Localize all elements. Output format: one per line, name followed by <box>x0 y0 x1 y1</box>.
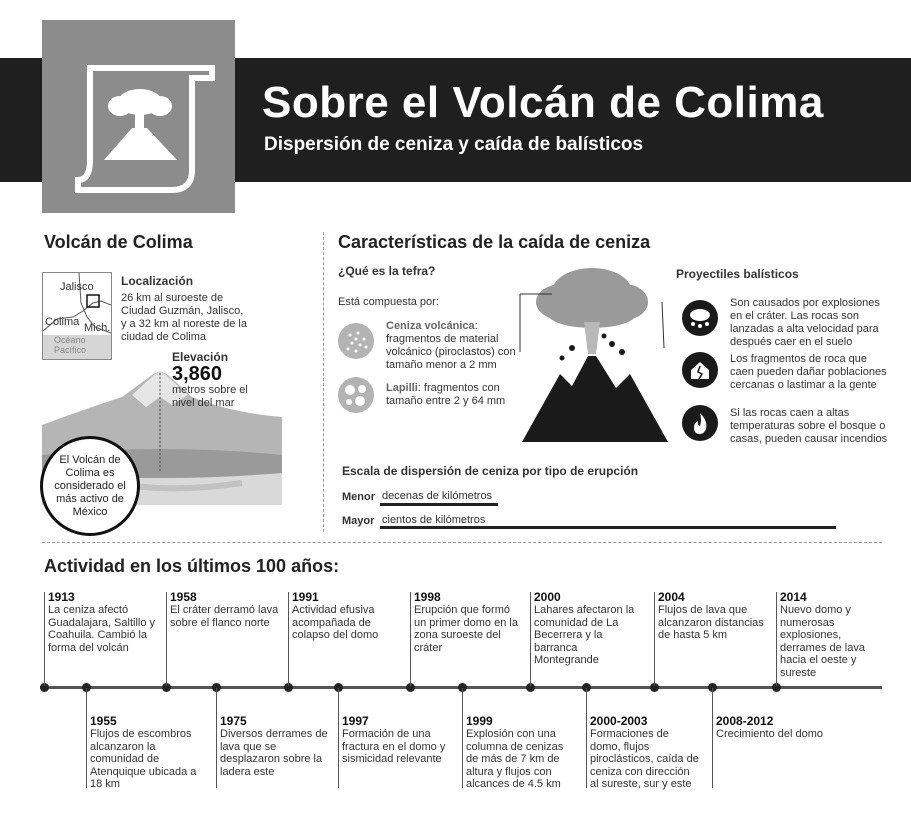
location-text: 26 km al suroeste de Ciudad Guzmán, Jalisco, y a 32 km al noreste de la ciudad de Colima <box>121 292 247 343</box>
timeline-year: 2004 <box>658 590 685 604</box>
timeline-description: Explosión con una columna de cenizas de más de 7 km de altura y flujos con alcances de 4.5 km <box>466 728 564 790</box>
timeline-description: Flujos de lava que alcanzaron distancias de hasta 5 km <box>658 604 764 641</box>
page-title: Sobre el Volcán de Colima <box>262 78 824 127</box>
ballistics-title: Proyectiles balísticos <box>676 267 799 281</box>
tefra-question: ¿Qué es la tefra? <box>338 264 436 278</box>
tefra-lapilli-desc: : fragmentos con tamaño entre 2 y 64 mm <box>386 382 506 407</box>
timeline-description: La ceniza afectó Guadalajara, Saltillo y Coahuila. Cambió la forma del volcán <box>48 604 156 654</box>
scale-text-major: cientos de kilómetros <box>382 514 486 526</box>
timeline-connector <box>288 592 289 686</box>
scale-text-minor: decenas de kilómetros <box>382 490 493 502</box>
timeline-connector <box>462 688 463 788</box>
timeline-title: Actividad en los últimos 100 años: <box>44 556 340 576</box>
timeline-year: 2000-2003 <box>590 714 648 728</box>
location-label: Localización <box>121 274 194 288</box>
tefra-intro: Está compuesta por: <box>338 296 439 308</box>
timeline-year: 1999 <box>466 714 493 728</box>
page-subtitle: Dispersión de ceniza y caída de balísticos <box>264 134 644 155</box>
map-label-mich: Mich. <box>84 322 111 334</box>
logo <box>42 20 235 213</box>
badge-text: El Volcán de Colima es considerado el más activo de México <box>54 453 126 518</box>
timeline-year: 1958 <box>170 590 197 604</box>
timeline-description: Formación de una fractura en el domo y sismicidad relevante <box>342 728 446 765</box>
timeline-description: Erupción que formó un primer domo en la zona suroeste del cráter <box>414 604 518 654</box>
timeline-year: 1955 <box>90 714 117 728</box>
timeline-divider <box>42 542 882 543</box>
eruption-illustration <box>512 262 672 447</box>
tefra-ash-desc: : fragmentos de material volcánico (piroclastos) con tamaño menor a 2 mm <box>386 320 516 371</box>
elevation-label: Elevación <box>172 350 229 364</box>
section-title-volcano: Volcán de Colima <box>44 232 193 252</box>
timeline-description: Crecimiento del domo <box>716 728 823 740</box>
timeline-description: Diversos derrames de lava que se desplazaron sobre la ladera este <box>220 728 328 778</box>
map-label-colima: Colima <box>45 316 80 328</box>
scale-title: Escala de dispersión de ceniza por tipo de erupción <box>342 464 639 478</box>
timeline-year: 1975 <box>220 714 247 728</box>
tefra-lapilli-name: Lapilli <box>386 382 418 394</box>
timeline-connector <box>712 688 713 788</box>
timeline-description: Nuevo domo y numerosas explosiones, derrames de lava hacia el oeste y sureste <box>780 604 865 679</box>
timeline-connector <box>410 592 411 686</box>
timeline-description: Actividad efusiva acompañada de colapso del domo <box>292 604 379 641</box>
scroll-volcano-icon <box>42 20 235 213</box>
timeline-description: Flujos de escombros alcanzaron la comunidad de Atenquique ubicada a 18 km <box>90 728 197 790</box>
elevation-unit: metros sobre el nivel del mar <box>172 384 248 409</box>
tefra-lapilli-text <box>386 382 516 408</box>
timeline-year: 1913 <box>48 590 75 604</box>
section-divider <box>323 232 324 532</box>
most-active-badge <box>40 436 140 536</box>
tefra-ash-name: Ceniza volcánica <box>386 320 475 332</box>
timeline-connector <box>654 592 655 686</box>
timeline-year: 2008-2012 <box>716 714 774 728</box>
explosion-icon <box>682 300 718 336</box>
section-title-ash: Características de la caída de ceniza <box>338 232 651 252</box>
ballistics-text-3: Si las rocas caen a altas temperaturas sobre el bosque o casas, pueden causar incendios <box>730 407 888 445</box>
fire-icon <box>682 405 718 441</box>
timeline-year: 1991 <box>292 590 319 604</box>
scale-bar-major <box>380 526 836 529</box>
timeline-connector <box>776 592 777 686</box>
scale-bar-minor <box>380 503 498 506</box>
timeline-year: 1998 <box>414 590 441 604</box>
timeline-connector <box>338 688 339 788</box>
timeline-description: El cráter derramó lava sobre el flanco norte <box>170 604 279 629</box>
tefra-ash-text <box>386 320 516 372</box>
scale-label-major: Mayor <box>342 515 375 527</box>
timeline-connector <box>166 592 167 686</box>
timeline-year: 2014 <box>780 590 807 604</box>
elevation-value: 3,860 <box>172 363 223 385</box>
timeline-connector <box>530 592 531 686</box>
timeline-connector <box>44 592 45 686</box>
ash-icon <box>338 323 374 359</box>
timeline-connector <box>586 688 587 788</box>
ballistics-text-1: Son causados por explosiones en el cráter. Las rocas son lanzadas a alta velocidad para después caer en el suelo <box>730 297 880 348</box>
timeline-description: Formaciones de domo, flujos piroclásticos, caída de ceniza con dirección al sureste, sur y este <box>590 728 699 790</box>
timeline-description: Lahares afectaron la comunidad de La Becerrera y la barranca Montegrande <box>534 604 635 666</box>
ballistics-text-2: Los fragmentos de roca que caen pueden dañar poblaciones cercanas o lastimar a la gente <box>730 353 887 391</box>
timeline-connector <box>216 688 217 788</box>
timeline-year: 1997 <box>342 714 369 728</box>
map-label-jalisco: Jalisco <box>60 281 94 293</box>
house-damage-icon <box>682 352 718 388</box>
lapilli-icon <box>338 377 374 413</box>
scale-label-minor: Menor <box>342 491 375 503</box>
timeline-connector <box>86 688 87 788</box>
timeline-year: 2000 <box>534 590 561 604</box>
map-label-ocean: Océano Pacífico <box>54 335 87 355</box>
